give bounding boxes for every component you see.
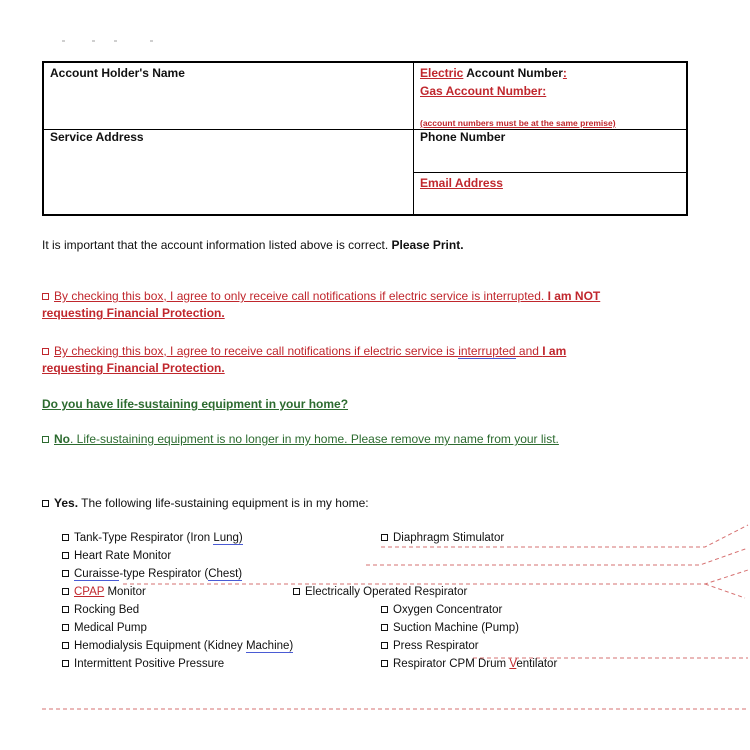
checkbox-icon[interactable] — [62, 606, 69, 613]
equipment-oxygen-concentrator[interactable]: Oxygen Concentrator — [381, 604, 502, 616]
checkbox-icon[interactable] — [62, 534, 69, 541]
option-no-financial-protection-line2: requesting Financial Protection. — [42, 306, 225, 320]
email-address-label: Email Address — [420, 176, 503, 190]
equipment-intermittent-pressure[interactable]: Intermittent Positive Pressure — [62, 658, 224, 670]
checkbox-icon[interactable] — [381, 624, 388, 631]
equipment-cpap-monitor[interactable]: CPAP Monitor — [62, 586, 146, 598]
notice-text: It is important that the account information listed above is correct. Please Print. — [42, 238, 464, 252]
option-no-equipment[interactable]: No. Life-sustaining equipment is no longer in my home. Please remove my name from your list. — [42, 432, 559, 446]
equipment-rocking-bed[interactable]: Rocking Bed — [62, 604, 139, 616]
life-sustaining-question: Do you have life-sustaining equipment in your home? — [42, 397, 349, 411]
account-holder-label: Account Holder's Name — [50, 66, 185, 80]
account-note: (account numbers must be at the same premise) — [420, 118, 616, 128]
electric-word: Electric — [420, 66, 464, 80]
checkbox-icon[interactable] — [62, 660, 69, 667]
equipment-electrically-operated-respirator[interactable]: Electrically Operated Respirator — [293, 586, 467, 598]
equipment-drum-ventilator[interactable]: Respirator CPM Drum Ventilator — [381, 658, 557, 670]
equipment-diaphragm-stimulator[interactable]: Diaphragm Stimulator — [381, 532, 504, 544]
please-print: Please Print. — [391, 238, 464, 252]
checkbox-icon[interactable] — [62, 588, 69, 595]
equipment-tank-respirator[interactable]: Tank-Type Respirator (Iron Lung) — [62, 532, 243, 544]
equipment-suction-machine[interactable]: Suction Machine (Pump) — [381, 622, 519, 634]
equipment-press-respirator[interactable]: Press Respirator — [381, 640, 479, 652]
checkbox-icon[interactable] — [381, 660, 388, 667]
checkbox-icon[interactable] — [62, 552, 69, 559]
checkbox-icon[interactable] — [381, 534, 388, 541]
checkbox-icon[interactable] — [381, 642, 388, 649]
account-number-label: Account Number — [463, 66, 563, 80]
phone-number-label: Phone Number — [420, 130, 506, 144]
gas-account-label: Gas Account Number: — [420, 84, 547, 98]
checkbox-icon[interactable] — [62, 624, 69, 631]
electric-colon: : — [562, 66, 567, 80]
checkbox-icon[interactable] — [62, 642, 69, 649]
option-financial-protection-line2: requesting Financial Protection. — [42, 361, 225, 375]
option-no-financial-protection[interactable]: By checking this box, I agree to only receive call notifications if electric service is interrupted. I am NOT — [42, 289, 600, 303]
option-yes-equipment[interactable]: Yes. The following life-sustaining equipment is in my home: — [42, 496, 369, 510]
checkbox-icon[interactable] — [62, 570, 69, 577]
option-financial-protection[interactable]: By checking this box, I agree to receive call notifications if electric service is interrupted and I am — [42, 344, 566, 358]
checkbox-icon[interactable] — [293, 588, 300, 595]
equipment-heart-rate-monitor[interactable]: Heart Rate Monitor — [62, 550, 171, 562]
equipment-hemodialysis[interactable]: Hemodialysis Equipment (Kidney Machine) — [62, 640, 293, 652]
equipment-medical-pump[interactable]: Medical Pump — [62, 622, 147, 634]
equipment-curaisse-respirator[interactable]: Curaisse-type Respirator (Chest) — [62, 568, 242, 580]
checkbox-icon[interactable] — [381, 606, 388, 613]
service-address-label: Service Address — [50, 130, 144, 144]
